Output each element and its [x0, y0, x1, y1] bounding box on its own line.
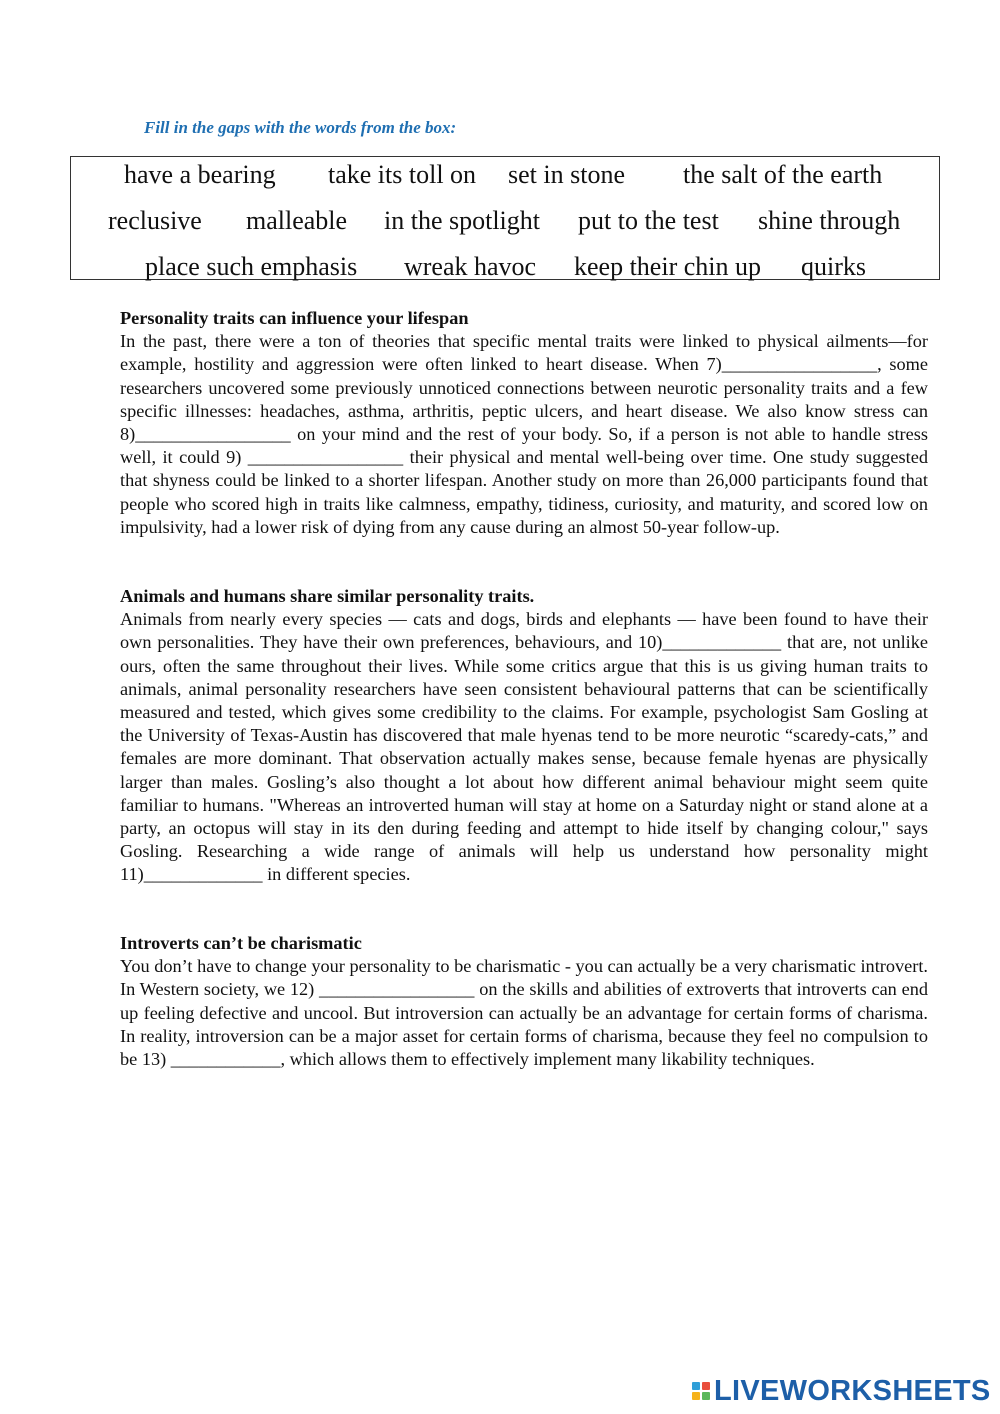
- logo-square: [692, 1392, 700, 1400]
- section-heading: Introverts can’t be charismatic: [120, 933, 362, 953]
- word-wreak-havoc: wreak havoc: [404, 252, 537, 281]
- section-lifespan: [120, 307, 928, 539]
- text-run: their physical and mental well-being over time. One study suggested that shyness could be linked to a shorter lifespan. Another study on more than 26,000 participants found that people who scored high in traits like calmness, empathy, tidiness, curiosity, and maturity, and scored low on impulsivity, had a lower risk of dying from any cause during an almost 50-year follow-up.: [120, 447, 928, 537]
- section-animals: [120, 585, 928, 887]
- word-quirks: quirks: [801, 252, 866, 281]
- word-reclusive: reclusive: [108, 206, 202, 235]
- liveworksheets-logo-icon: [692, 1382, 710, 1400]
- gap-7[interactable]: _________________: [721, 354, 878, 375]
- instruction-text: Fill in the gaps with the words from the box:: [144, 118, 457, 137]
- text-run: , some researchers uncovered some previously unnoticed connections between neurotic personality traits and a few specific illnesses: headaches, asthma, arthritis, peptic ulcers, and heart disease. We also know stress can 8): [120, 354, 929, 445]
- section-paragraph: [120, 330, 928, 539]
- word-place-such-emphasis: place such emphasis: [145, 252, 358, 281]
- section-heading: Personality traits can influence your lifespan: [120, 308, 469, 328]
- word-take-its-toll-on: take its toll on: [328, 160, 477, 189]
- word-box-row-3: [71, 252, 939, 286]
- word-have-a-bearing: have a bearing: [124, 160, 276, 189]
- gap-10[interactable]: _____________: [662, 632, 782, 653]
- logo-square: [702, 1382, 710, 1390]
- word-the-salt-of-the-earth: the salt of the earth: [683, 160, 883, 189]
- text-run: , which allows them to effectively implement many likability techniques.: [280, 1049, 815, 1070]
- gap-9[interactable]: _________________: [247, 447, 404, 468]
- text-run: on the skills and abilities of extroverts that introverts can end up feeling defective and uncool. But introversion can actually be an advantage for certain forms of charisma. In reality, introversion can be a major asset for certain forms of charisma, because they feel no compulsion to be 13): [120, 979, 928, 1070]
- gap-11[interactable]: _____________: [143, 864, 263, 885]
- word-keep-their-chin-up: keep their chin up: [574, 252, 761, 281]
- gap-8[interactable]: _________________: [135, 424, 291, 445]
- section-heading: Animals and humans share similar personality traits.: [120, 586, 535, 606]
- word-in-the-spotlight: in the spotlight: [384, 206, 540, 235]
- text-run: that are, not unlike ours, often the same throughout their lives. While some critics argue that this is us giving human traits to animals, animal personality researchers have seen consistent behavioural patterns that can be scientifically measured and tested, which gives some credibility to the claims. For example, psychologist Sam Gosling at the University of Texas-Austin has discovered that male hyenas tend to be more neurotic “scaredy-cats,” and females are more dominant. That observation actually makes sense, because female hyenas are physically larger than males. Gosling’s also thought a lot about how different animal behaviour might seem quite familiar to humans. "Whereas an introverted human will stay at home on a Saturday night or stand alone at a party, an octopus will stay in its den during feeding and attempt to hide itself by changing colour," says Gosling. Researching a wide range of animals will help us understand how personality might 11): [120, 632, 928, 885]
- logo-square: [702, 1392, 710, 1400]
- text-run: in different species.: [262, 864, 411, 885]
- text-run: on your mind and the rest of your body. So, if a person is not able to handle stress well, it could 9): [120, 424, 928, 468]
- text-run: In the past, there were a ton of theories that specific mental traits were linked to physical ailments—for example, hostility and aggression were often linked to heart disease. When 7): [120, 331, 928, 375]
- gap-13[interactable]: ____________: [170, 1049, 281, 1070]
- text-run: Animals from nearly every species — cats and dogs, birds and elephants — have been found to have their own personalities. They have their own preferences, behaviours, and 10): [120, 609, 928, 653]
- word-malleable: malleable: [246, 206, 348, 235]
- word-shine-through: shine through: [758, 206, 901, 235]
- word-box-row-1: [71, 160, 939, 194]
- word-set-in-stone: set in stone: [508, 160, 625, 189]
- logo-square: [692, 1382, 700, 1390]
- section-paragraph: [120, 608, 928, 886]
- brand-name: LIVEWORKSHEETS: [714, 1374, 991, 1407]
- word-box-row-2: [71, 206, 939, 240]
- liveworksheets-brand: [692, 1375, 991, 1407]
- word-put-to-the-test: put to the test: [578, 206, 719, 235]
- section-introverts: [120, 932, 928, 1071]
- text-run: You don’t have to change your personality to be charismatic - you can actually be a very charismatic introvert. In Western society, we 12): [120, 956, 928, 1000]
- section-paragraph: [120, 955, 928, 1071]
- gap-12[interactable]: _________________: [319, 979, 475, 1000]
- word-box: [70, 156, 940, 280]
